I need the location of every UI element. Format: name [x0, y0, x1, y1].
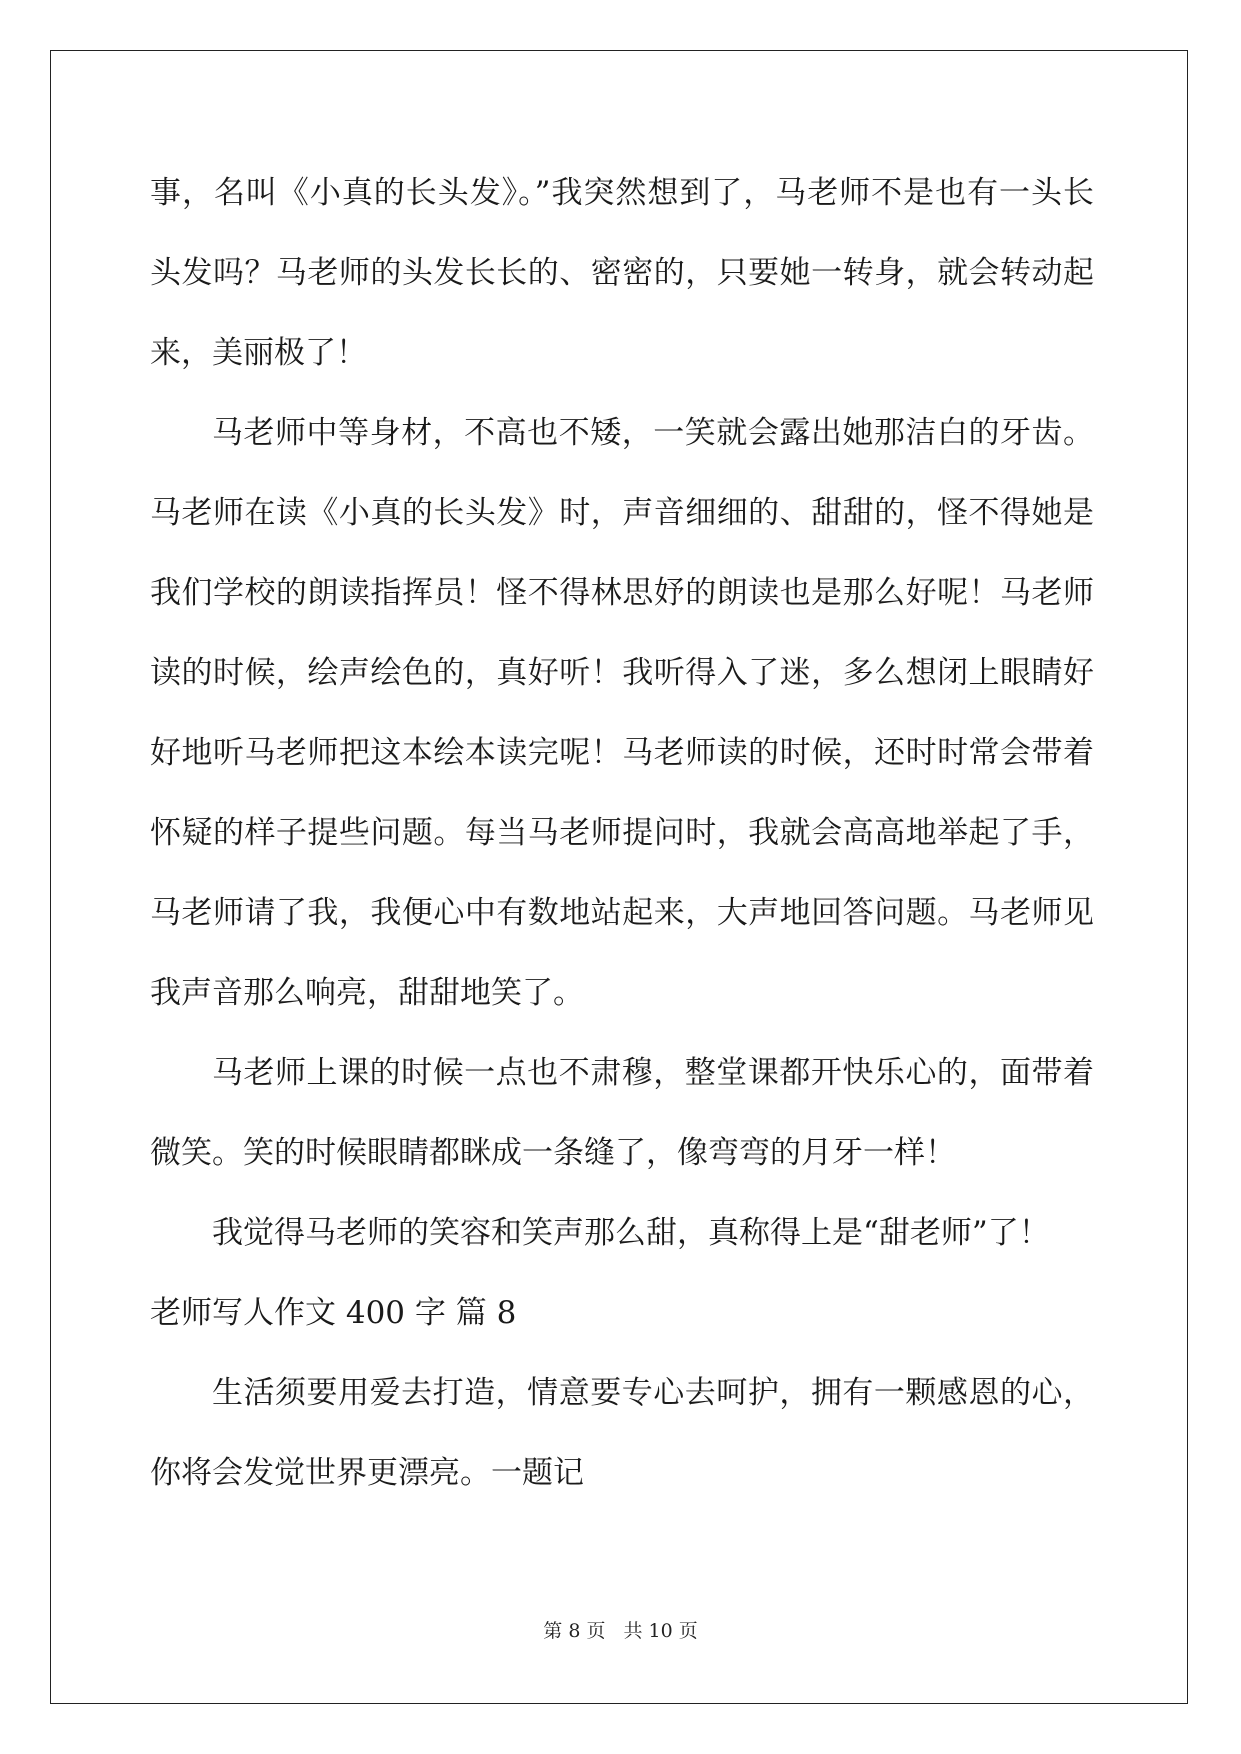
- text-line: 事，名叫《小真的长头发》。”我突然想到了，马老师不是也有一头长: [150, 175, 1094, 211]
- text-line: 微笑。笑的时候眼睛都眯成一条缝了，像弯弯的月牙一样！: [150, 1135, 956, 1171]
- text-line: 来，美丽极了！: [150, 335, 367, 371]
- section-heading: 老师写人作文 400 字 篇 8: [150, 1295, 517, 1331]
- paragraph-first-line: 马老师中等身材，不高也不矮，一笑就会露出她那洁白的牙齿。: [212, 415, 1094, 451]
- text-line: 头发吗？马老师的头发长长的、密密的，只要她一转身，就会转动起: [150, 255, 1094, 291]
- page-total: 共 10 页: [623, 1620, 698, 1642]
- text-line: 我们学校的朗读指挥员！怪不得林思妤的朗读也是那么好呢！马老师: [150, 575, 1094, 611]
- page-number: 第 8 页: [543, 1620, 606, 1642]
- paragraph-first-line: 马老师上课的时候一点也不肃穆，整堂课都开快乐心的，面带着: [212, 1055, 1094, 1091]
- paragraph-first-line: 我觉得马老师的笑容和笑声那么甜，真称得上是“甜老师”了！: [212, 1215, 1050, 1251]
- text-line: 马老师在读《小真的长头发》时，声音细细的、甜甜的，怪不得她是: [150, 495, 1094, 531]
- text-line: 怀疑的样子提些问题。每当马老师提问时，我就会高高地举起了手，: [150, 815, 1094, 851]
- paragraph-first-line: 生活须要用爱去打造，情意要专心去呵护，拥有一颗感恩的心，: [212, 1375, 1094, 1411]
- page-footer: [0, 1616, 1241, 1643]
- text-line: 好地听马老师把这本绘本读完呢！马老师读的时候，还时时常会带着: [150, 735, 1094, 771]
- text-line: 你将会发觉世界更漂亮。一题记: [150, 1455, 584, 1491]
- text-line: 读的时候，绘声绘色的，真好听！我听得入了迷，多么想闭上眼睛好: [150, 655, 1094, 691]
- text-line: 马老师请了我，我便心中有数地站起来，大声地回答问题。马老师见: [150, 895, 1094, 931]
- text-line: 我声音那么响亮，甜甜地笑了。: [150, 975, 584, 1011]
